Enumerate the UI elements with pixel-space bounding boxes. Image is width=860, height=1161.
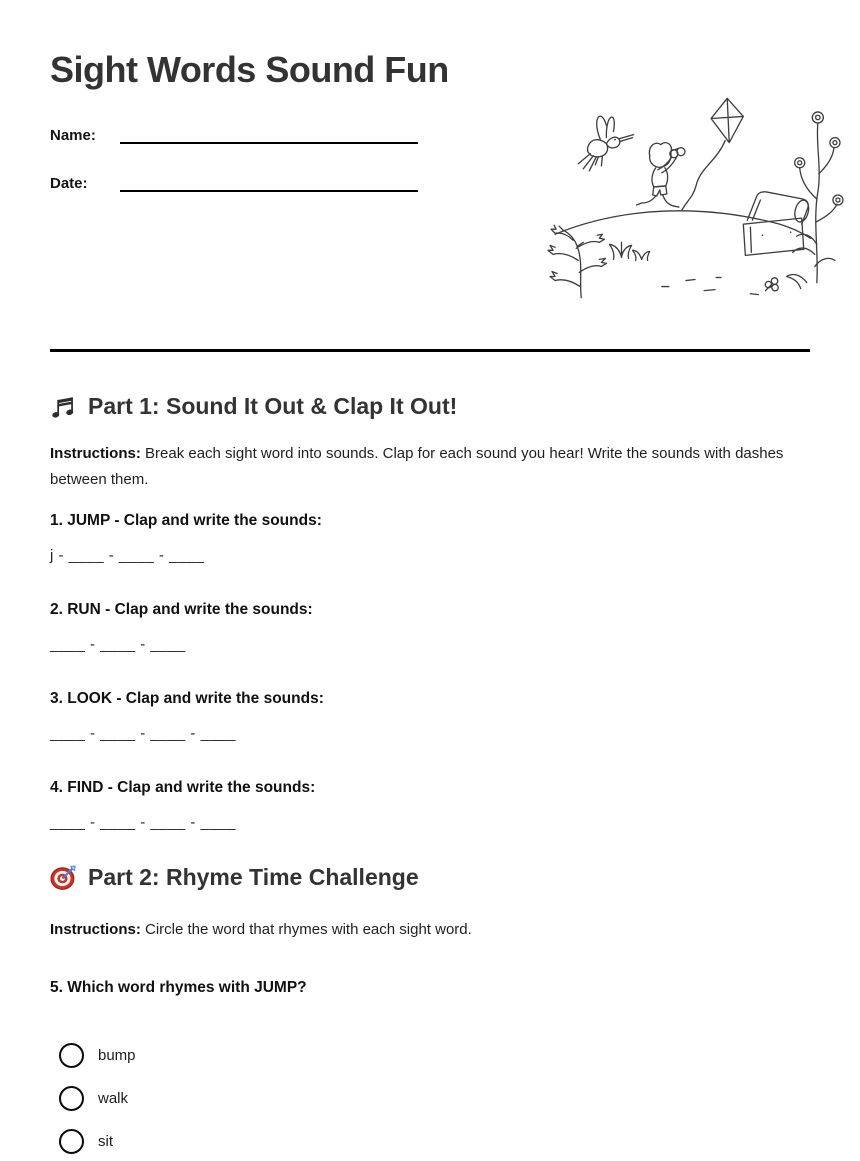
question-3-answer-line: ____ - ____ - ____ - ____ [50, 725, 236, 742]
name-blank-line [120, 120, 418, 144]
part1-heading [50, 392, 810, 420]
option-label: sit [98, 1133, 113, 1150]
illustration-svg [543, 93, 845, 305]
part2-heading [50, 863, 810, 891]
part2-heading-text: Part 2: Rhyme Time Challenge [88, 864, 419, 890]
name-label: Name: [50, 127, 96, 144]
question-5-prompt: 5. Which word rhymes with JUMP? [50, 979, 307, 996]
part2-instructions [50, 917, 790, 943]
question-5-options [50, 1043, 810, 1154]
option-row-walk[interactable] [59, 1086, 810, 1111]
question-4-prompt: 4. FIND - Clap and write the sounds: [50, 779, 316, 796]
instructions-label: Instructions: [50, 445, 141, 462]
question-2-answer-line: ____ - ____ - ____ [50, 636, 186, 653]
question-3-prompt: 3. LOOK - Clap and write the sounds: [50, 690, 324, 707]
treasure-hunt-illustration [543, 93, 845, 305]
instructions-text: Break each sight word into sounds. Clap for each sound you hear! Write the sounds with dashes between them. [50, 445, 784, 488]
part1-heading-text: Part 1: Sound It Out & Clap It Out! [88, 393, 458, 419]
option-row-sit[interactable] [59, 1129, 810, 1154]
question-2-prompt: 2. RUN - Clap and write the sounds: [50, 601, 313, 618]
question-1-prompt: 1. JUMP - Clap and write the sounds: [50, 512, 322, 529]
part1-instructions [50, 441, 790, 493]
instructions-label: Instructions: [50, 921, 141, 938]
radio-button[interactable] [59, 1043, 84, 1068]
radio-button[interactable] [59, 1129, 84, 1154]
page-title: Sight Words Sound Fun [50, 49, 449, 90]
radio-button[interactable] [59, 1086, 84, 1111]
music-note-icon [50, 393, 77, 420]
question-4-answer-line: ____ - ____ - ____ - ____ [50, 814, 236, 831]
date-label: Date: [50, 175, 88, 192]
option-label: walk [98, 1090, 129, 1107]
section-divider [50, 349, 810, 352]
option-label: bump [98, 1047, 136, 1064]
instructions-text: Circle the word that rhymes with each sight word. [140, 921, 472, 938]
option-row-bump[interactable] [59, 1043, 810, 1068]
target-dart-icon [50, 864, 77, 891]
question-1-answer-line: j - ____ - ____ - ____ [50, 547, 205, 564]
date-blank-line [120, 168, 418, 192]
